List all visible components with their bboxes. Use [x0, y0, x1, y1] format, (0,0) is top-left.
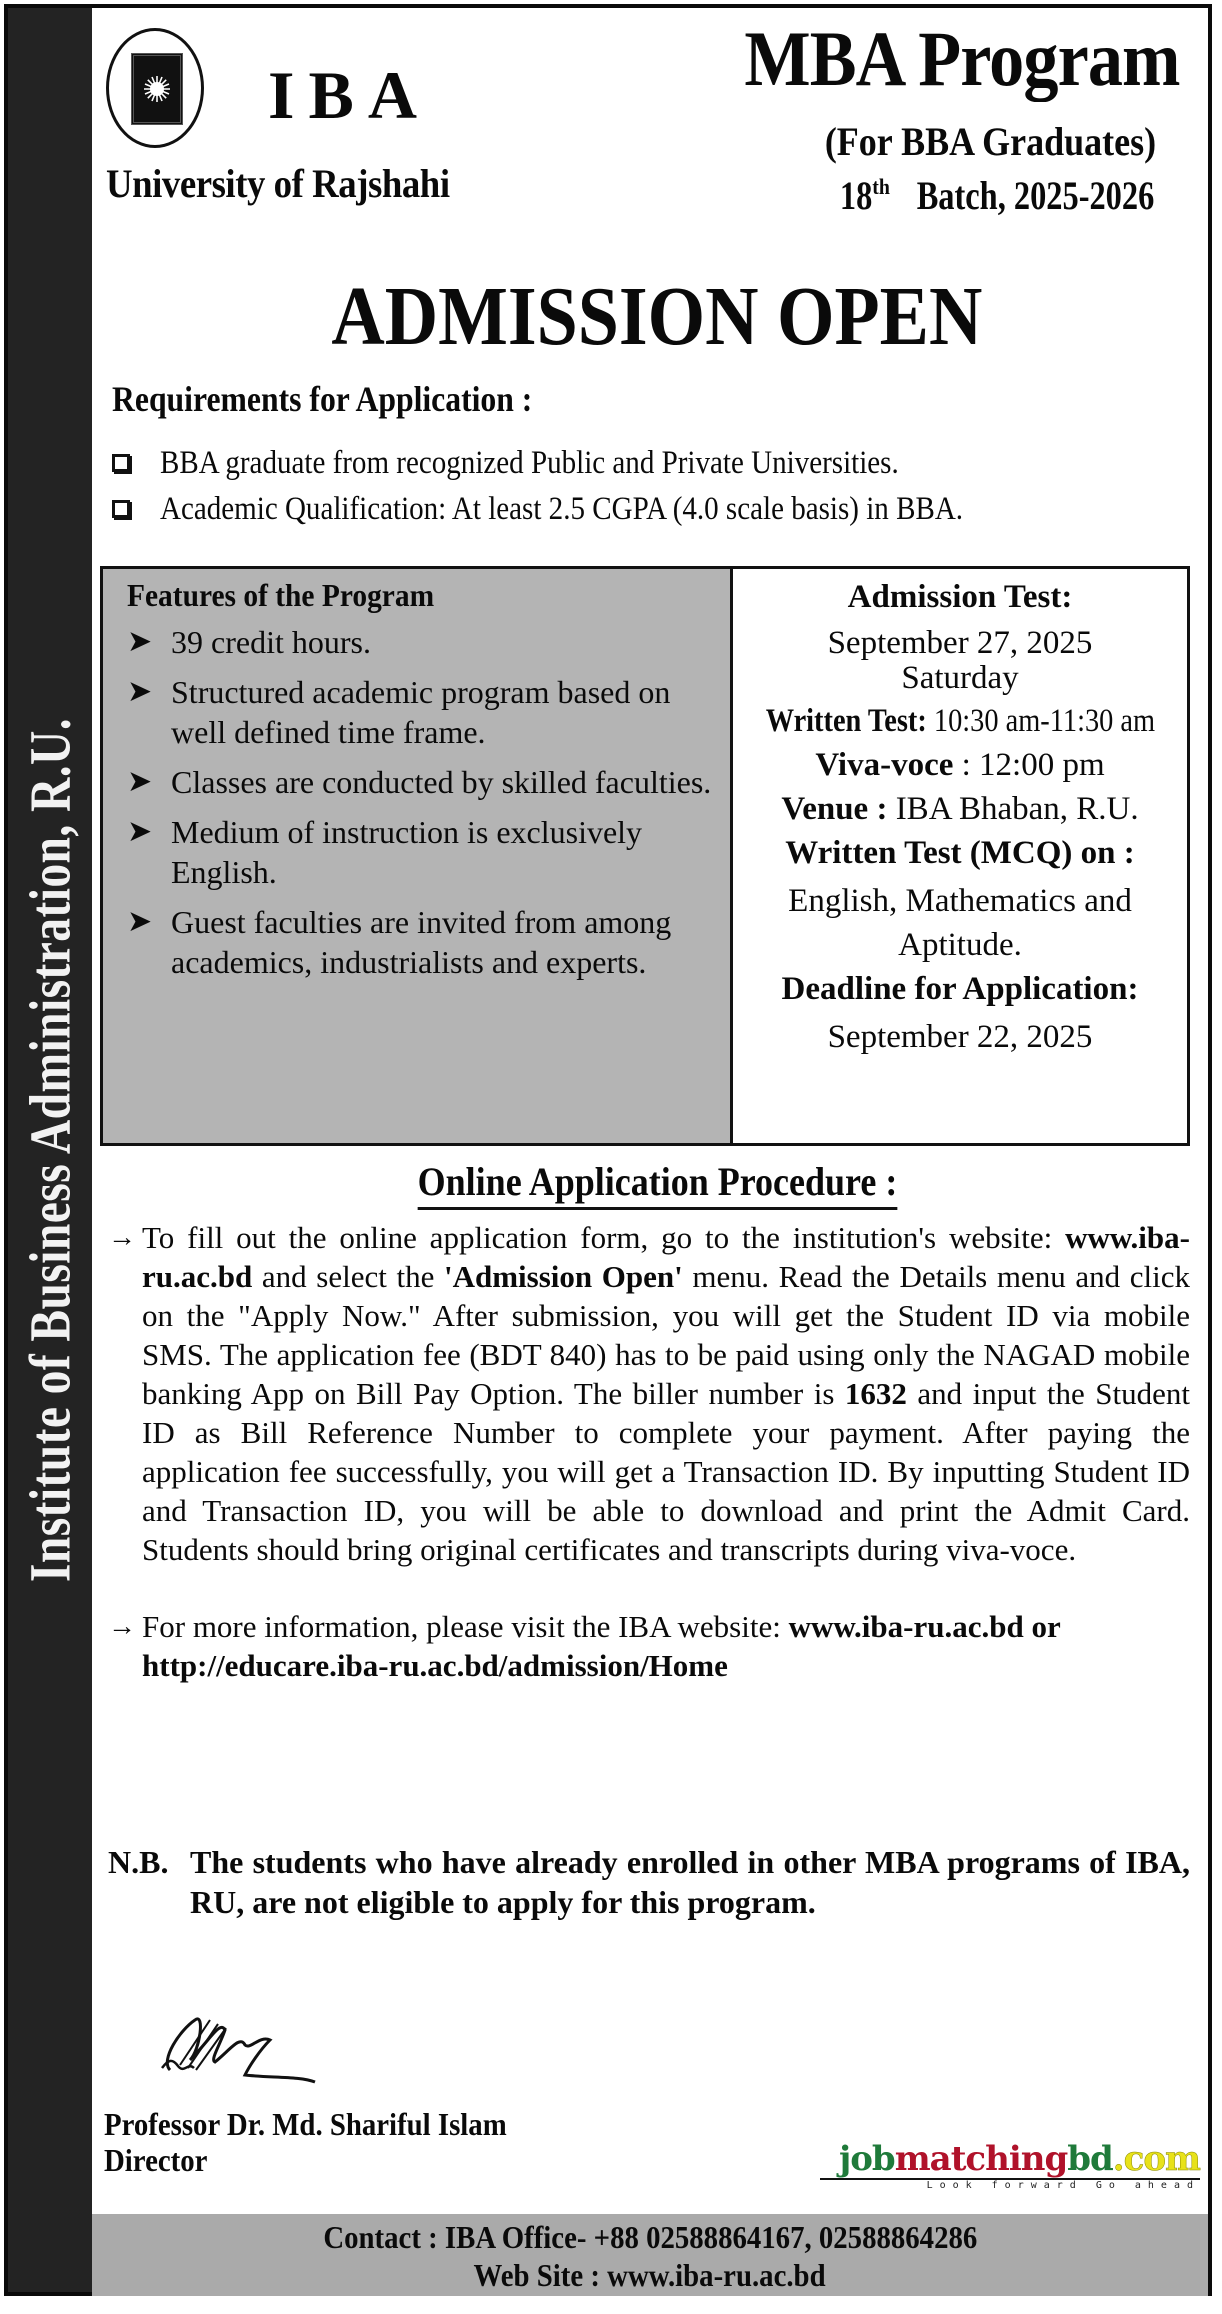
procedure-text-part: or	[1023, 1609, 1061, 1644]
feature-text: 39 credit hours.	[171, 624, 371, 660]
signatory-title	[104, 2142, 219, 2179]
feature-text: Classes are conducted by skilled faculties.	[171, 764, 712, 800]
program-title	[696, 14, 1180, 104]
feature-item	[127, 672, 730, 752]
procedure-text-part: and select the	[252, 1259, 444, 1294]
program-batch	[801, 172, 1154, 219]
mcq-subjects-cont: Aptitude.	[898, 927, 1022, 963]
viva-time	[733, 743, 1187, 787]
wm-part: .com	[1112, 2139, 1200, 2179]
requirements-title-text: Requirements for Application :	[112, 379, 533, 419]
website-link[interactable]: www.iba-ru.ac.bd	[142, 1220, 1190, 1294]
signature-icon	[150, 1990, 320, 2090]
procedure-body	[108, 1218, 1190, 1685]
headline	[0, 268, 1222, 365]
mcq-subjects: English, Mathematics and	[788, 883, 1132, 919]
venue-value: IBA Bhaban, R.U.	[887, 791, 1139, 827]
requirement-text: Academic Qualification: At least 2.5 CGPA (4.0 scale basis) in BBA.	[160, 490, 964, 527]
university-name-text: University of Rajshahi	[106, 161, 450, 206]
contact-phone-text: Contact : IBA Office- +88 02588864167, 02588864286	[323, 2219, 977, 2255]
admission-test-panel	[733, 569, 1187, 1143]
wm-part: matching	[894, 2139, 1068, 2179]
contact-phone	[92, 2214, 1208, 2256]
headline-text: ADMISSION OPEN	[331, 270, 983, 363]
procedure-text-part: To fill out the online application form, go to the institution's website:	[142, 1220, 1066, 1255]
checkbox-bullet-icon	[112, 454, 130, 472]
sidebar-text: Institute of Business Administration, R.U.	[17, 717, 83, 1583]
note-text: The students who have already enrolled in other MBA programs of IBA, RU, are not eligible to apply for this program.	[190, 1844, 1190, 1920]
contact-website-text: Web Site : www.iba-ru.ac.bd	[473, 2257, 827, 2293]
feature-text: Medium of instruction is exclusively English.	[171, 814, 643, 890]
watermark-wordmark	[800, 2140, 1200, 2178]
procedure-text-part: and input the Student ID as Bill Reference Number to complete your payment. After paying the application fee successfully, you will get a Transaction ID. By inputting Student ID and Transaction ID, you will be able to download and print the Admit Card. Students should bring original certificates and transcripts during viva-voce.	[142, 1376, 1190, 1567]
info-box	[100, 566, 1190, 1146]
contact-website	[92, 2256, 1208, 2294]
procedure-text	[142, 1607, 1190, 1685]
admission-open-menu-ref: 'Admission Open'	[443, 1259, 683, 1294]
sidebar-institute-name	[17, 623, 84, 1677]
requirement-text: BBA graduate from recognized Public and Private Universities.	[160, 444, 899, 481]
feature-item	[127, 812, 730, 892]
arrowhead-bullet-icon: ➤	[127, 625, 153, 658]
feature-text: Guest faculties are invited from among academics, industrialists and experts.	[171, 904, 672, 980]
note	[108, 1842, 1190, 1922]
feature-text: Structured academic program based on well defined time frame.	[171, 674, 671, 750]
university-crest-icon	[106, 28, 204, 148]
signatory-name	[104, 2106, 551, 2143]
admission-test-day: Saturday	[901, 660, 1019, 696]
written-test-value: 10:30 am-11:30 am	[926, 703, 1155, 739]
features-panel	[103, 569, 733, 1143]
right-arrow-icon: →	[108, 1222, 136, 1253]
batch-suffix: th	[872, 174, 891, 199]
procedure-text	[142, 1218, 1190, 1569]
note-label: N.B.	[108, 1844, 169, 1880]
program-batch-text	[836, 172, 1154, 219]
program-title-text: MBA Program	[744, 15, 1180, 102]
written-test-label: Written Test:	[765, 703, 927, 739]
wm-part: job	[838, 2139, 895, 2179]
right-arrow-icon: →	[108, 1611, 136, 1642]
university-name	[106, 160, 479, 207]
requirement-item	[112, 440, 1202, 486]
signatory-name-text: Professor Dr. Md. Shariful Islam	[104, 2106, 507, 2142]
requirements-list	[112, 440, 1202, 532]
wm-part: bd	[1067, 2139, 1113, 2179]
written-test-row	[765, 699, 1154, 743]
procedure-text-part: menu. Read the Details menu and click on the "Apply Now." After submission, you will get the Student ID via mobile SMS. The application fee (BDT 840) has to be paid using only the NAGAD mobile banking App on Bill Pay Option. The biller number is	[142, 1259, 1191, 1411]
crest-book-icon	[131, 53, 183, 125]
educare-admission-link[interactable]: http://educare.iba-ru.ac.bd/admission/Home	[142, 1648, 728, 1683]
feature-item	[127, 902, 730, 982]
iba-title: IBA	[268, 57, 431, 133]
procedure-title-text: Online Application Procedure :	[417, 1158, 897, 1210]
arrowhead-bullet-icon: ➤	[127, 675, 153, 708]
checkbox-bullet-icon	[112, 500, 130, 518]
arrowhead-bullet-icon: ➤	[127, 815, 153, 848]
admission-test-title: Admission Test:	[847, 579, 1073, 615]
watermark-tagline: Look forward Go ahead	[820, 2178, 1200, 2191]
crest-sun-icon	[143, 75, 171, 103]
signatory-title-text: Director	[104, 2142, 208, 2178]
arrowhead-bullet-icon: ➤	[127, 765, 153, 798]
procedure-text-part: For more information, please visit the IBA website:	[142, 1609, 789, 1644]
admission-test-date: September 27, 2025	[827, 625, 1093, 661]
procedure-title	[0, 1158, 1222, 1210]
biller-number: 1632	[844, 1376, 907, 1411]
deadline-date: September 22, 2025	[827, 1019, 1093, 1055]
feature-item	[127, 622, 730, 662]
requirements-title	[112, 378, 590, 420]
venue	[733, 787, 1187, 831]
batch-number: 18	[839, 173, 873, 218]
venue-label: Venue :	[781, 791, 888, 827]
spacer	[108, 1569, 1190, 1607]
mcq-label: Written Test (MCQ) on :	[785, 835, 1135, 871]
requirement-item	[112, 486, 1202, 532]
program-audience	[788, 118, 1156, 165]
procedure-step	[108, 1607, 1190, 1685]
batch-rest: Batch, 2025-2026	[916, 173, 1154, 218]
deadline-label: Deadline for Application:	[781, 971, 1139, 1007]
contact-bar	[92, 2214, 1208, 2296]
viva-label: Viva-voce	[815, 747, 954, 783]
watermark-logo	[800, 2140, 1200, 2191]
arrowhead-bullet-icon: ➤	[127, 905, 153, 938]
feature-item	[127, 762, 730, 802]
program-audience-text: (For BBA Graduates)	[824, 119, 1156, 164]
written-test-time	[733, 699, 1187, 743]
procedure-step	[108, 1218, 1190, 1569]
features-title-text: Features of the Program	[127, 577, 435, 613]
features-title	[127, 577, 730, 614]
viva-value: : 12:00 pm	[953, 747, 1105, 783]
website-link[interactable]: www.iba-ru.ac.bd	[788, 1609, 1024, 1644]
